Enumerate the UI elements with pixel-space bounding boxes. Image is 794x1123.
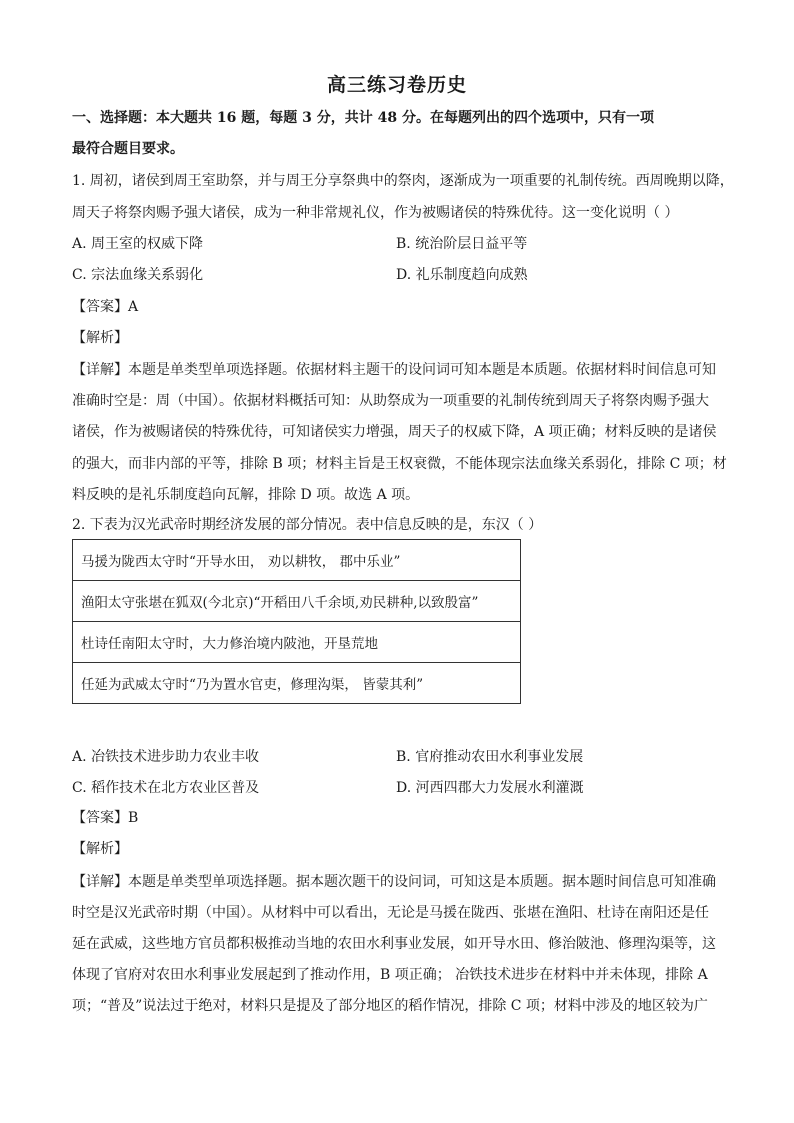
q2-detail-line: 项；“普及”说法过于绝对，材料只是提及了部分地区的稻作情况，排除 C 项；材料中涉及的地区较为广: [72, 998, 708, 1014]
q2-detail-line: 体现了官府对农田水利事业发展起到了推动作用，B 项正确； 冶铁技术进步在材料中并未体现，排除 A: [72, 967, 708, 983]
q2-detail-line: 【详解】本题是单类型单项选择题。据本题次题干的设问词，可知这是本质题。据本题时间信息可知准确: [72, 874, 716, 890]
q1-stem-line-1: 1. 周初，诸侯到周王室助祭，并与周王分享祭典中的祭肉，逐渐成为一项重要的礼制传统。西周晚期以降，: [72, 173, 734, 189]
table-cell: 渔阳太守张堪在狐双(今北京)“开稻田八千余顷,劝民耕种,以致殷富”: [73, 581, 521, 622]
q2-answer: 【答案】B: [72, 810, 139, 826]
q2-material-table: [72, 539, 521, 704]
section-heading-line-2: 最符合题目要求。: [72, 141, 184, 157]
table-row: [73, 540, 521, 581]
q1-analysis-label: 【解析】: [72, 330, 128, 346]
q1-option-d: D. 礼乐制度趋向成熟: [396, 267, 528, 283]
q1-stem-line-2: 周天子将祭肉赐予强大诸侯，成为一种非常规礼仪，作为被赐诸侯的特殊优待。这一变化说明（ ）: [72, 205, 679, 221]
q2-option-b: B. 官府推动农田水利事业发展: [396, 749, 584, 765]
q1-detail-line: 诸侯，作为被赐诸侯的特殊优待，可知诸侯实力增强，周天子的权威下降，A 项正确；材料反映的是诸侯: [72, 424, 717, 440]
q1-detail-line: 准确时空是：周（中国）。依据材料概括可知：从助祭成为一项重要的礼制传统到周天子将祭肉赐予强大: [72, 393, 709, 409]
q1-detail-line: 的强大，而非内部的平等，排除 B 项；材料主旨是王权衰微，不能体现宗法血缘关系弱化，排除 C 项；材: [72, 456, 727, 472]
q2-detail-line: 延在武威，这些地方官员都积极推动当地的农田水利事业发展，如开导水田、修治陂池、修理沟渠等，这: [72, 936, 716, 952]
table-row: [73, 663, 521, 704]
page-title: 高三练习卷历史: [326, 74, 467, 96]
table-row: [73, 581, 521, 622]
table-cell: 马援为陇西太守时“开导水田， 劝以耕牧， 郡中乐业”: [73, 540, 521, 581]
q1-option-a: A. 周王室的权威下降: [72, 236, 204, 252]
q1-detail-line: 料反映的是礼乐制度趋向瓦解，排除 D 项。故选 A 项。: [72, 487, 420, 503]
table-row: [73, 622, 521, 663]
q1-answer: 【答案】A: [72, 299, 139, 315]
q2-option-d: D. 河西四郡大力发展水利灌溉: [396, 780, 584, 796]
q2-analysis-label: 【解析】: [72, 841, 128, 857]
section-heading-line-1: 一、选择题：本大题共 16 题，每题 3 分，共计 48 分。在每题列出的四个选项中，只有一项: [72, 110, 654, 126]
q2-option-c: C. 稻作技术在北方农业区普及: [72, 780, 260, 796]
q2-option-a: A. 冶铁技术进步助力农业丰收: [72, 749, 260, 765]
q2-stem: 2. 下表为汉光武帝时期经济发展的部分情况。表中信息反映的是，东汉（ ）: [72, 517, 543, 533]
q1-option-b: B. 统治阶层日益平等: [396, 236, 528, 252]
q1-option-c: C. 宗法血缘关系弱化: [72, 267, 204, 283]
q1-detail-line: 【详解】本题是单类型单项选择题。依据材料主题干的设问词可知本题是本质题。依据材料时间信息可知: [72, 362, 716, 378]
table-cell: 任延为武威太守时“乃为置水官吏，修理沟渠， 皆蒙其利”: [73, 663, 521, 704]
q2-detail-line: 时空是汉光武帝时期（中国）。从材料中可以看出，无论是马援在陇西、张堪在渔阳、杜诗在南阳还是任: [72, 905, 709, 921]
table-cell: 杜诗任南阳太守时，大力修治境内陂池，开垦荒地: [73, 622, 521, 663]
